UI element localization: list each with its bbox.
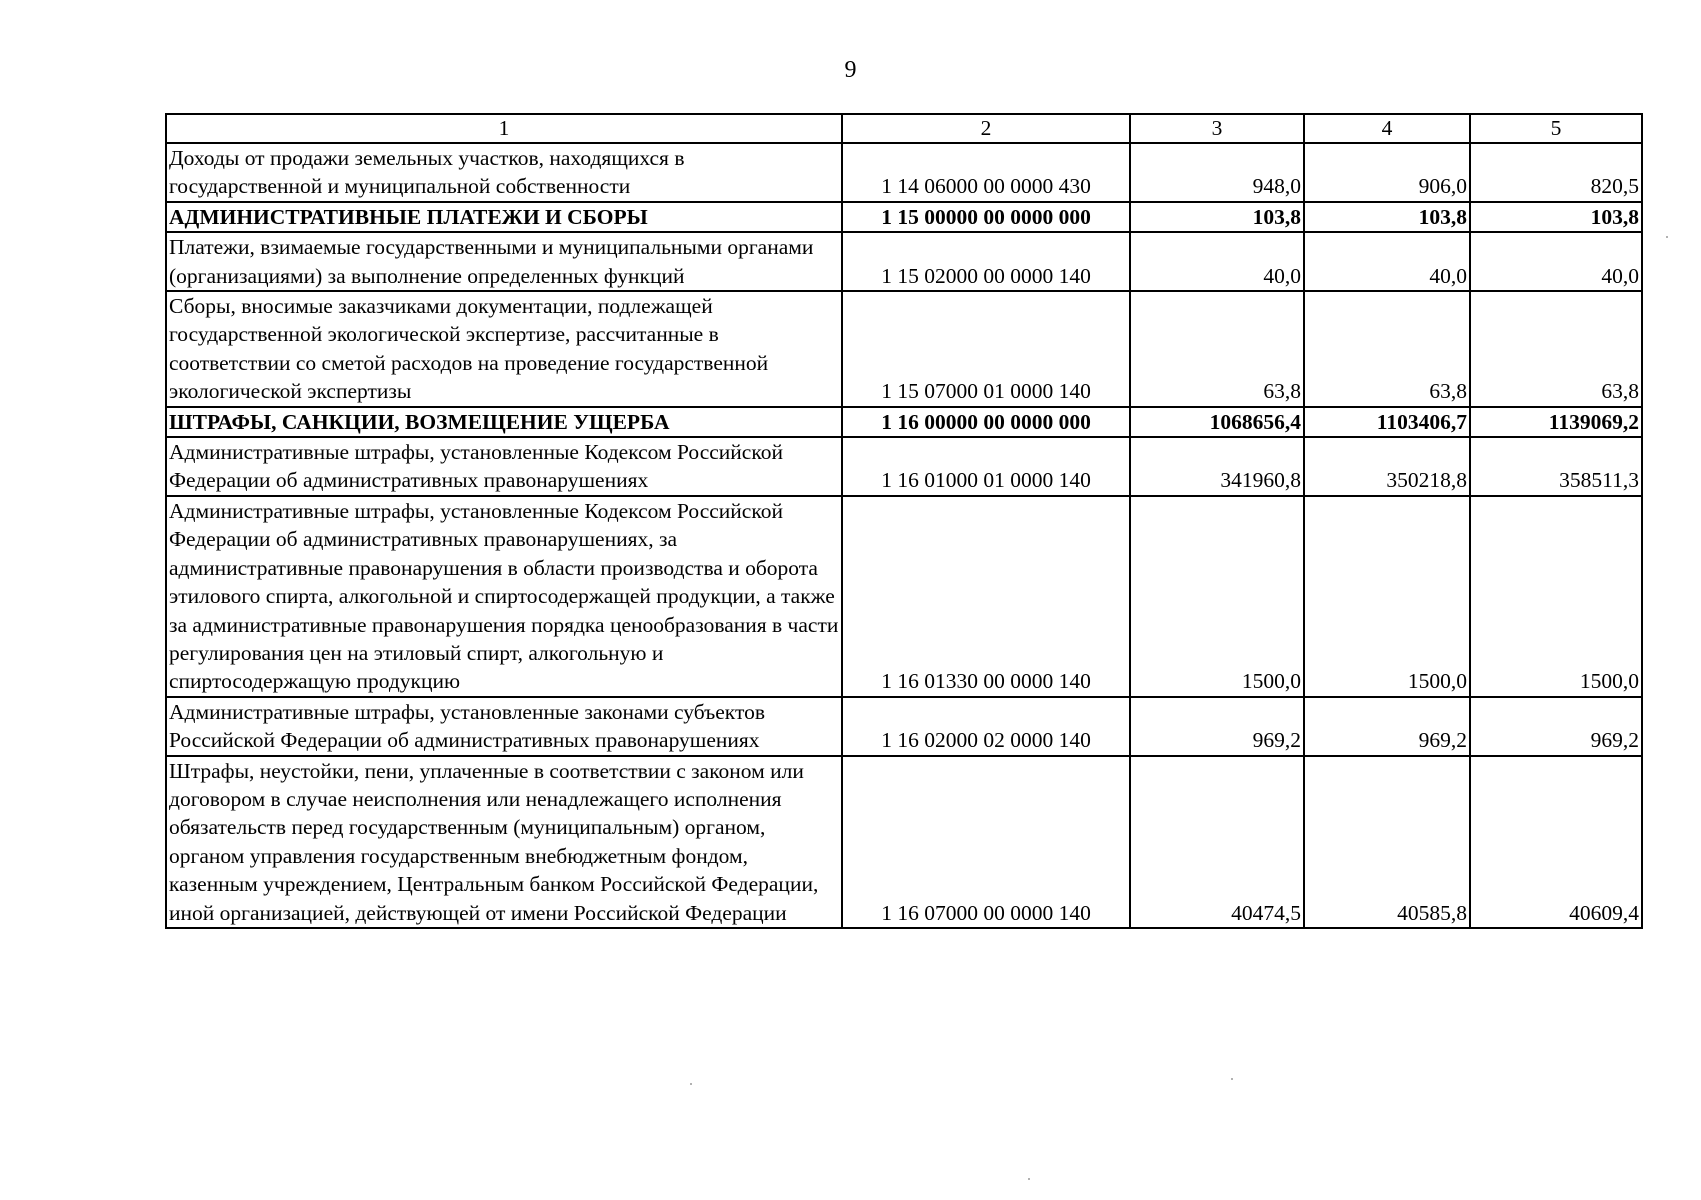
row-code: 1 15 02000 00 0000 140 [842,232,1130,291]
row-code: 1 15 00000 00 0000 000 [842,202,1130,232]
revenue-table [165,113,1643,929]
table-header-row [166,114,1642,143]
row-name: Доходы от продажи земельных участков, находящихся в государственной и муниципальной собственности [166,143,842,202]
row-name: Штрафы, неустойки, пени, уплаченные в соответствии с законом или договором в случае неисполнения или ненадлежащего исполнения обязательств перед государственным (муниципальным) органом, органом управления государственным внебюджетным фондом, казенным учреждением, Центральным банком Российской Федерации, иной организацией, действующей от имени Российской Федерации [166,756,842,928]
row-value-5: 358511,3 [1470,437,1642,496]
scan-speck [1028,1178,1030,1180]
row-name: Административные штрафы, установленные Кодексом Российской Федерации об административных правонарушениях [166,437,842,496]
row-value-3: 40,0 [1130,232,1304,291]
row-value-5: 40,0 [1470,232,1642,291]
table-row [166,437,1642,496]
row-code: 1 16 02000 02 0000 140 [842,697,1130,756]
table-row [166,496,1642,697]
table-row [166,232,1642,291]
table-row [166,143,1642,202]
row-value-4: 63,8 [1304,291,1470,407]
row-value-4: 103,8 [1304,202,1470,232]
row-code: 1 16 07000 00 0000 140 [842,756,1130,928]
row-value-5: 1139069,2 [1470,407,1642,437]
row-code: 1 15 07000 01 0000 140 [842,291,1130,407]
row-value-5: 969,2 [1470,697,1642,756]
scan-speck [1666,236,1668,238]
row-value-4: 40,0 [1304,232,1470,291]
row-code: 1 16 00000 00 0000 000 [842,407,1130,437]
row-value-4: 906,0 [1304,143,1470,202]
row-value-3: 1500,0 [1130,496,1304,697]
table-row [166,697,1642,756]
table-row-section [166,202,1642,232]
table-row-section [166,407,1642,437]
scan-speck [1231,1078,1233,1080]
row-name: ШТРАФЫ, САНКЦИИ, ВОЗМЕЩЕНИЕ УЩЕРБА [166,407,842,437]
row-name: АДМИНИСТРАТИВНЫЕ ПЛАТЕЖИ И СБОРЫ [166,202,842,232]
row-value-3: 341960,8 [1130,437,1304,496]
row-value-4: 350218,8 [1304,437,1470,496]
row-code: 1 16 01330 00 0000 140 [842,496,1130,697]
row-value-3: 969,2 [1130,697,1304,756]
column-header-5: 5 [1470,114,1642,143]
row-value-3: 948,0 [1130,143,1304,202]
column-header-1: 1 [166,114,842,143]
column-header-2: 2 [842,114,1130,143]
page-number: 9 [844,57,857,83]
row-name: Платежи, взимаемые государственными и муниципальными органами (организациями) за выполнение определенных функций [166,232,842,291]
row-value-5: 103,8 [1470,202,1642,232]
row-value-3: 103,8 [1130,202,1304,232]
row-value-4: 1103406,7 [1304,407,1470,437]
row-code: 1 14 06000 00 0000 430 [842,143,1130,202]
column-header-4: 4 [1304,114,1470,143]
table-row [166,756,1642,928]
row-name: Административные штрафы, установленные законами субъектов Российской Федерации об административных правонарушениях [166,697,842,756]
row-code: 1 16 01000 01 0000 140 [842,437,1130,496]
row-value-4: 40585,8 [1304,756,1470,928]
row-value-3: 1068656,4 [1130,407,1304,437]
table-row [166,291,1642,407]
row-value-5: 63,8 [1470,291,1642,407]
row-name: Сборы, вносимые заказчиками документации, подлежащей государственной экологической экспертизе, рассчитанные в соответствии со сметой расходов на проведение государственной экологической экспертизы [166,291,842,407]
row-value-3: 40474,5 [1130,756,1304,928]
row-value-5: 1500,0 [1470,496,1642,697]
row-value-3: 63,8 [1130,291,1304,407]
row-value-5: 40609,4 [1470,756,1642,928]
row-value-5: 820,5 [1470,143,1642,202]
row-value-4: 1500,0 [1304,496,1470,697]
row-name: Административные штрафы, установленные Кодексом Российской Федерации об административных правонарушениях, за административные правонарушения в области производства и оборота этилового спирта, алкогольной и спиртосодержащей продукции, а также за административные правонарушения порядка ценообразования в части регулирования цен на этиловый спирт, алкогольную и спиртосодержащую продукцию [166,496,842,697]
row-value-4: 969,2 [1304,697,1470,756]
column-header-3: 3 [1130,114,1304,143]
scan-speck [690,1083,692,1085]
